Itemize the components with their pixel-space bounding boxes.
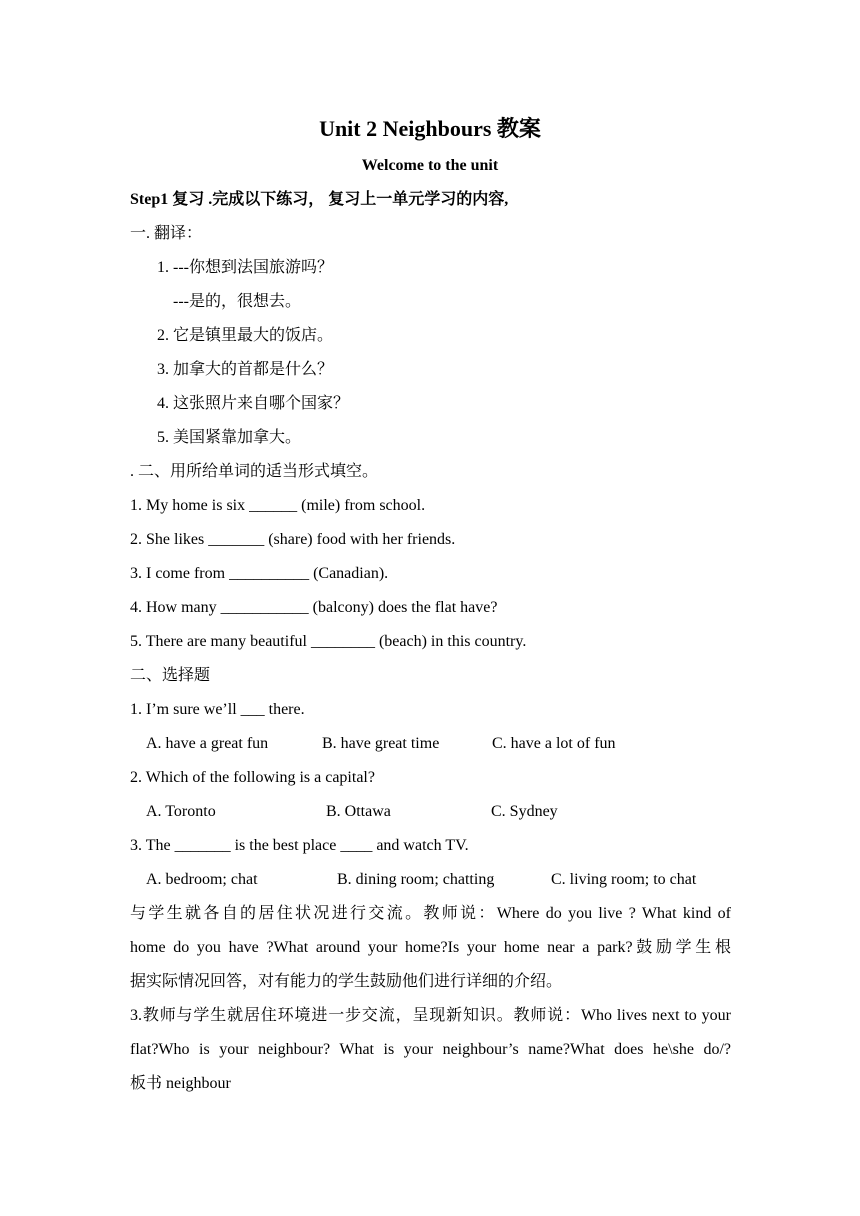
list-item: 2. She likes _______ (share) food with her friends. bbox=[130, 531, 456, 548]
option-b: B. have great time bbox=[322, 735, 440, 752]
section3-heading: 二、选择题 bbox=[130, 667, 211, 684]
option-b: B. dining room; chatting bbox=[337, 871, 495, 888]
list-item: 5. 美国紧靠加拿大。 bbox=[157, 429, 302, 446]
question-text: 2. Which of the following is a capital? bbox=[130, 769, 375, 786]
list-item: ---是的，很想去。 bbox=[173, 293, 301, 310]
option-c: C. have a lot of fun bbox=[492, 735, 616, 752]
paragraph-line: 据实际情况回答，对有能力的学生鼓励他们进行详细的介绍。 bbox=[130, 973, 563, 990]
list-item: 4. How many ___________ (balcony) does the flat have? bbox=[130, 599, 498, 616]
list-item: 3. I come from __________ (Canadian). bbox=[130, 565, 389, 582]
step1-heading: Step1 复习 .完成以下练习， 复习上一单元学习的内容, bbox=[130, 191, 509, 208]
list-item: 5. There are many beautiful ________ (beach) in this country. bbox=[130, 633, 527, 650]
option-a: A. Toronto bbox=[146, 803, 216, 820]
paragraph-line: 与学生就各自的居住状况进行交流。教师说：Where do you live ? What kind of bbox=[130, 905, 731, 922]
list-item: 4. 这张照片来自哪个国家？ bbox=[157, 395, 350, 412]
list-item: 2. 它是镇里最大的饭店。 bbox=[157, 327, 334, 344]
option-b: B. Ottawa bbox=[326, 803, 391, 820]
list-item: 1. ---你想到法国旅游吗？ bbox=[157, 259, 333, 276]
page-title: Unit 2 Neighbours 教案 bbox=[319, 116, 541, 141]
option-a: A. have a great fun bbox=[146, 735, 269, 752]
paragraph-line: home do you have ?What around your home?Is your home near a park?鼓励学生根 bbox=[130, 939, 731, 956]
option-a: A. bedroom; chat bbox=[146, 871, 258, 888]
paragraph-line: 3.教师与学生就居住环境进一步交流，呈现新知识。教师说：Who lives next to your bbox=[130, 1007, 731, 1024]
list-item: 3. 加拿大的首都是什么？ bbox=[157, 361, 334, 378]
question-text: 3. The _______ is the best place ____ and watch TV. bbox=[130, 837, 469, 854]
paragraph-line: flat?Who is your neighbour? What is your neighbour’s name?What does he\she do/? bbox=[130, 1041, 731, 1058]
option-c: C. Sydney bbox=[491, 803, 558, 820]
list-item: 1. My home is six ______ (mile) from school. bbox=[130, 497, 426, 514]
option-c: C. living room; to chat bbox=[551, 871, 697, 888]
section1-heading: 一. 翻译： bbox=[130, 225, 203, 242]
question-text: 1. I’m sure we’ll ___ there. bbox=[130, 701, 305, 718]
paragraph-line: 板书 neighbour bbox=[130, 1075, 231, 1092]
page-subtitle: Welcome to the unit bbox=[361, 157, 499, 174]
section2-heading: . 二、用所给单词的适当形式填空。 bbox=[130, 463, 379, 480]
